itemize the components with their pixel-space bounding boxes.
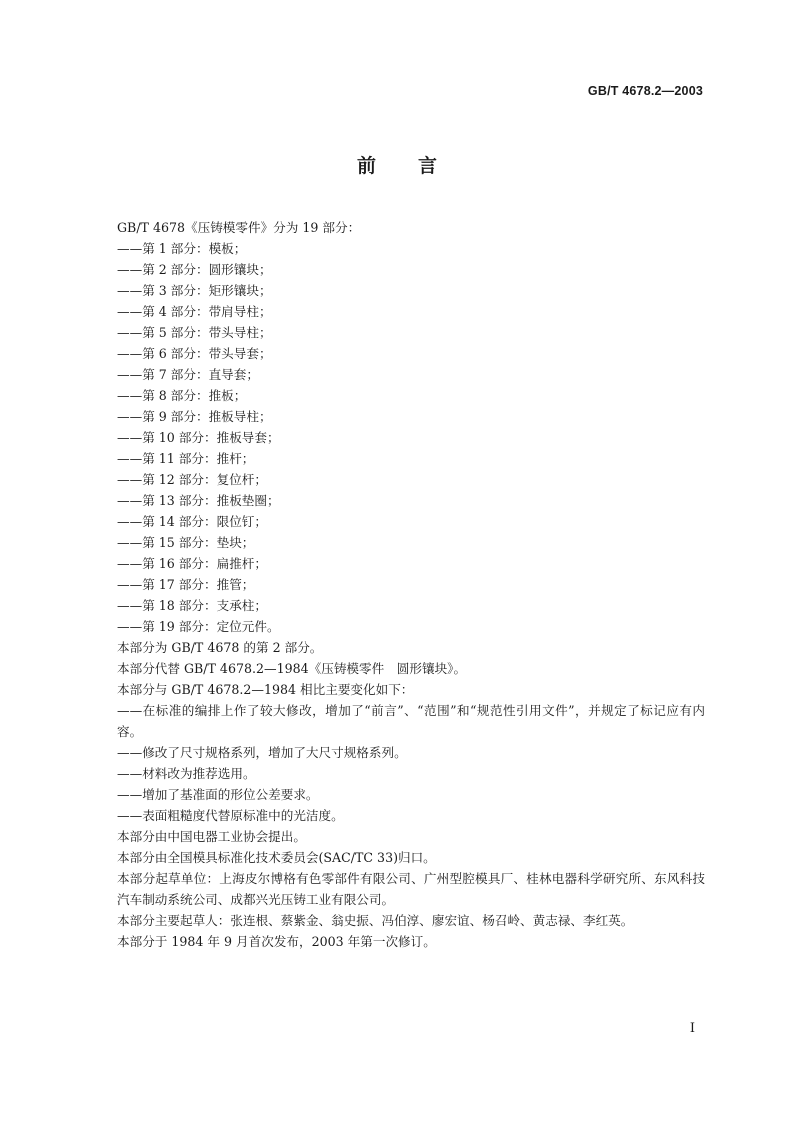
drafters: 本部分主要起草人：张连根、蔡紫金、翁史振、冯伯淳、廖宏谊、杨召岭、黄志禄、李红英。 (117, 913, 634, 928)
part-list-item: ——第 4 部分：带肩导柱； (117, 304, 272, 319)
committee-statement: 本部分由全国模具标准化技术委员会(SAC/TC 33)归口。 (117, 850, 436, 865)
part-list-item: ——第 13 部分：推板垫圈； (117, 493, 280, 508)
part-list-item: ——第 17 部分：推管； (117, 577, 255, 592)
part-list-item: ——第 15 部分：垫块； (117, 535, 255, 550)
page-number: I (689, 1021, 695, 1036)
change-item: ——修改了尺寸规格系列，增加了大尺寸规格系列。 (117, 745, 407, 760)
part-list-item: ——第 8 部分：推板； (117, 388, 247, 403)
part-list-item: ——第 3 部分：矩形镶块； (117, 283, 272, 298)
part-list-item: ——第 2 部分：圆形镶块； (117, 262, 272, 277)
part-list-item: ——第 19 部分：定位元件。 (117, 619, 280, 634)
part-list-item: ——第 10 部分：推板导套； (117, 430, 280, 445)
standard-number: GB/T 4678.2—2003 (587, 84, 703, 98)
part-list-item: ——第 5 部分：带头导柱； (117, 325, 272, 340)
part-list-item: ——第 18 部分：支承柱； (117, 598, 267, 613)
part-list-item: ——第 9 部分：推板导柱； (117, 409, 272, 424)
part-list-item: ——第 12 部分：复位杆； (117, 472, 267, 487)
drafting-units: 本部分起草单位：上海皮尔博格有色零部件有限公司、广州型腔模具厂、桂林电器科学研究所、东风科技汽车制动系统公司、成都兴光压铸工业有限公司。 (117, 871, 705, 907)
change-item: ——表面粗糙度代替原标准中的光洁度。 (117, 808, 344, 823)
part-list-item: ——第 16 部分：扁推杆； (117, 556, 267, 571)
replacement-statement: 本部分代替 GB/T 4678.2—1984《压铸模零件 圆形镶块》。 (117, 661, 467, 676)
change-item: ——增加了基准面的形位公差要求。 (117, 787, 319, 802)
proposer-statement: 本部分由中国电器工业协会提出。 (117, 829, 306, 844)
part-list-item: ——第 6 部分：带头导套； (117, 346, 272, 361)
changes-intro: 本部分与 GB/T 4678.2—1984 相比主要变化如下： (117, 682, 414, 697)
foreword-body (89, 217, 705, 952)
page-title: 前言 (356, 155, 479, 177)
change-item: ——在标准的编排上作了较大修改，增加了“前言”、“范围”和“规范性引用文件”，并规定了标记应有内容。 (117, 703, 705, 739)
part-statement: 本部分为 GB/T 4678 的第 2 部分。 (117, 640, 323, 655)
publication-history: 本部分于 1984 年 9 月首次发布，2003 年第一次修订。 (117, 934, 436, 949)
intro-paragraph: GB/T 4678《压铸模零件》分为 19 部分： (117, 220, 361, 235)
part-list-item: ——第 11 部分：推杆； (117, 451, 255, 466)
part-list-item: ——第 7 部分：直导套； (117, 367, 259, 382)
part-list-item: ——第 14 部分：限位钉； (117, 514, 267, 529)
part-list-item: ——第 1 部分：模板； (117, 241, 247, 256)
change-item: ——材料改为推荐选用。 (117, 766, 256, 781)
